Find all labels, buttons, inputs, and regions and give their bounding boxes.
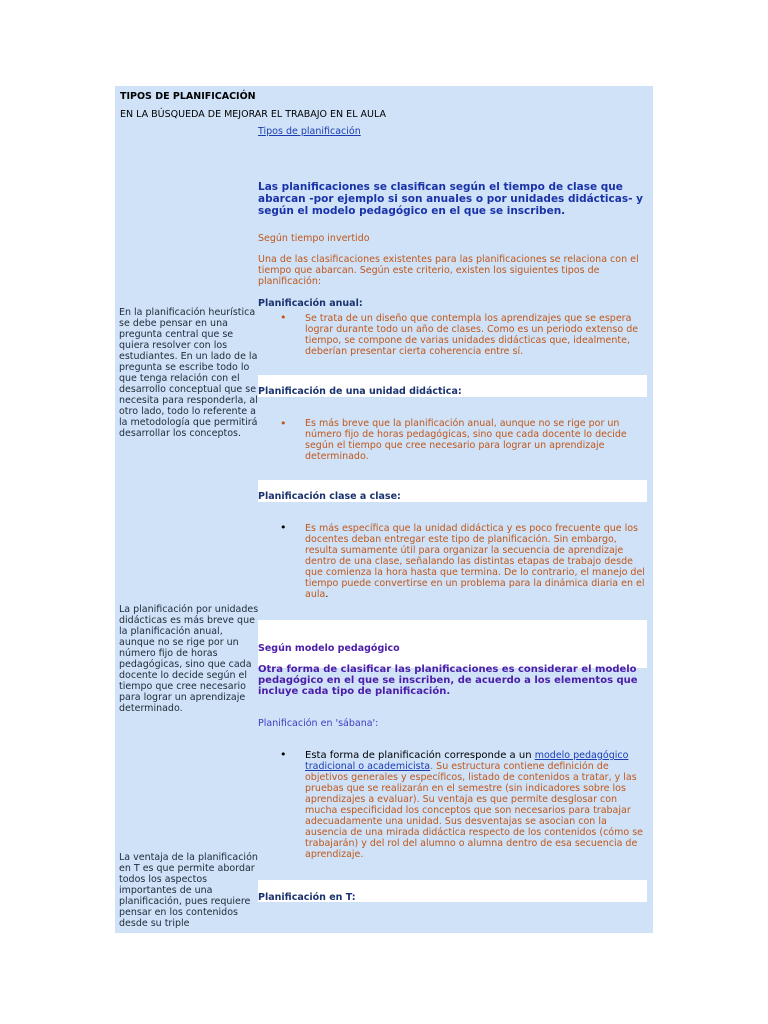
bullet-icon: • bbox=[280, 521, 287, 534]
planificacion-anual-text: Se trata de un diseño que contempla los aprendizajes que se espera lograr durante todo un año de clases. Como es un periodo extenso de tiempo, se compone de varias unidades didácticas que, idealmente, deberían presentar cierta coherencia entre sí. bbox=[305, 313, 639, 357]
bullet-icon: • bbox=[280, 417, 287, 430]
section-tiempo-title: Según tiempo invertido bbox=[258, 233, 370, 244]
planificacion-clase-title: Planificación clase a clase: bbox=[258, 491, 401, 502]
planificacion-sabana-text: Esta forma de planificación corresponde a un modelo pedagógico tradicional o academicista. Su estructura contiene definición de objetivos generales y específicos, listado de contenidos a tratar, y las pruebas que se realizarán en el semestre (sin indicadores sobre los aprendizajes a evaluar). Su ventaja es que permite desglosar con mucha especificidad los conceptos que son necesarios para trabajar adecuadamente una unidad. Sus desventajas se asocian con la ausencia de una mirada didáctica respecto de los contenidos (cómo se trabajarán) y del rol del alumno o alumna dentro de esa secuencia de aprendizaje. bbox=[305, 750, 643, 860]
side-note-heuristica: En la planificación heurística se debe pensar en una pregunta central que se quiera resolver con los estudiantes. En un lado de la pregunta se escribe todo lo que tenga relación con el desarrollo conceptual que se necesita para responderla, al otro lado, todo lo referente a la metodología que permitirá desarrollar los conceptos. bbox=[119, 307, 258, 439]
planificacion-clase-text: Es más específica que la unidad didáctica y es poco frecuente que los docentes deban entregar este tipo de planificación. Sin embargo, resulta sumamente útil para organizar la secuencia de aprendizaje dentro de una clase, señalando las distintas etapas de trabajo desde que comienza la hora hasta que termina. De lo contrario, el manejo del tiempo puede convertirse en un problema para la dinámica diaria en el aula. bbox=[305, 523, 645, 600]
bullet-icon: • bbox=[280, 748, 287, 761]
planificacion-unidad-title: Planificación de una unidad didáctica: bbox=[258, 386, 462, 397]
intro-paragraph: Las planificaciones se clasifican según el tiempo de clase que abarcan -por ejemplo si son anuales o por unidades didácticas- y según el modelo pedagógico en el que se inscriben. bbox=[258, 181, 643, 217]
bullet-icon: • bbox=[280, 311, 287, 324]
side-note-ventaja-t: La ventaja de la planificación en T es que permite abordar todos los aspectos importantes de una planificación, pues requiere pensar en los contenidos desde su triple bbox=[119, 852, 258, 929]
side-note-unidades: La planificación por unidades didácticas es más breve que la planificación anual, aunque no se rige por un número fijo de horas pedagógicas, sino que cada docente lo decide según el tiempo que cree necesario para lograr un aprendizaje determinado. bbox=[119, 604, 259, 714]
section-modelo-text: Otra forma de clasificar las planificaciones es considerar el modelo pedagógico en el que se inscriben, de acuerdo a los elementos que incluye cada tipo de planificación. bbox=[258, 664, 638, 697]
planificacion-sabana-title: Planificación en 'sábana': bbox=[258, 718, 379, 729]
page-title: TIPOS DE PLANIFICACIÓN bbox=[120, 91, 256, 102]
planificacion-anual-title: Planificación anual: bbox=[258, 298, 363, 309]
tipos-planificacion-link[interactable]: Tipos de planificación bbox=[258, 126, 361, 137]
section-modelo-title: Según modelo pedagógico bbox=[258, 643, 400, 654]
page-subtitle: EN LA BÚSQUEDA DE MEJORAR EL TRABAJO EN EL AULA bbox=[120, 109, 386, 120]
section-tiempo-text: Una de las clasificaciones existentes para las planificaciones se relaciona con el tiempo que abarcan. Según este criterio, existen los siguientes tipos de planificación: bbox=[258, 254, 639, 287]
modelo-pedagogico-link[interactable]: modelo pedagógico tradicional o academicista bbox=[305, 750, 629, 772]
planificacion-t-title: Planificación en T: bbox=[258, 892, 356, 903]
planificacion-unidad-text: Es más breve que la planificación anual, aunque no se rige por un número fijo de horas pedagógicas, sino que cada docente lo decide según el tiempo que cree necesario para lograr un aprendizaje determinado. bbox=[305, 418, 627, 462]
